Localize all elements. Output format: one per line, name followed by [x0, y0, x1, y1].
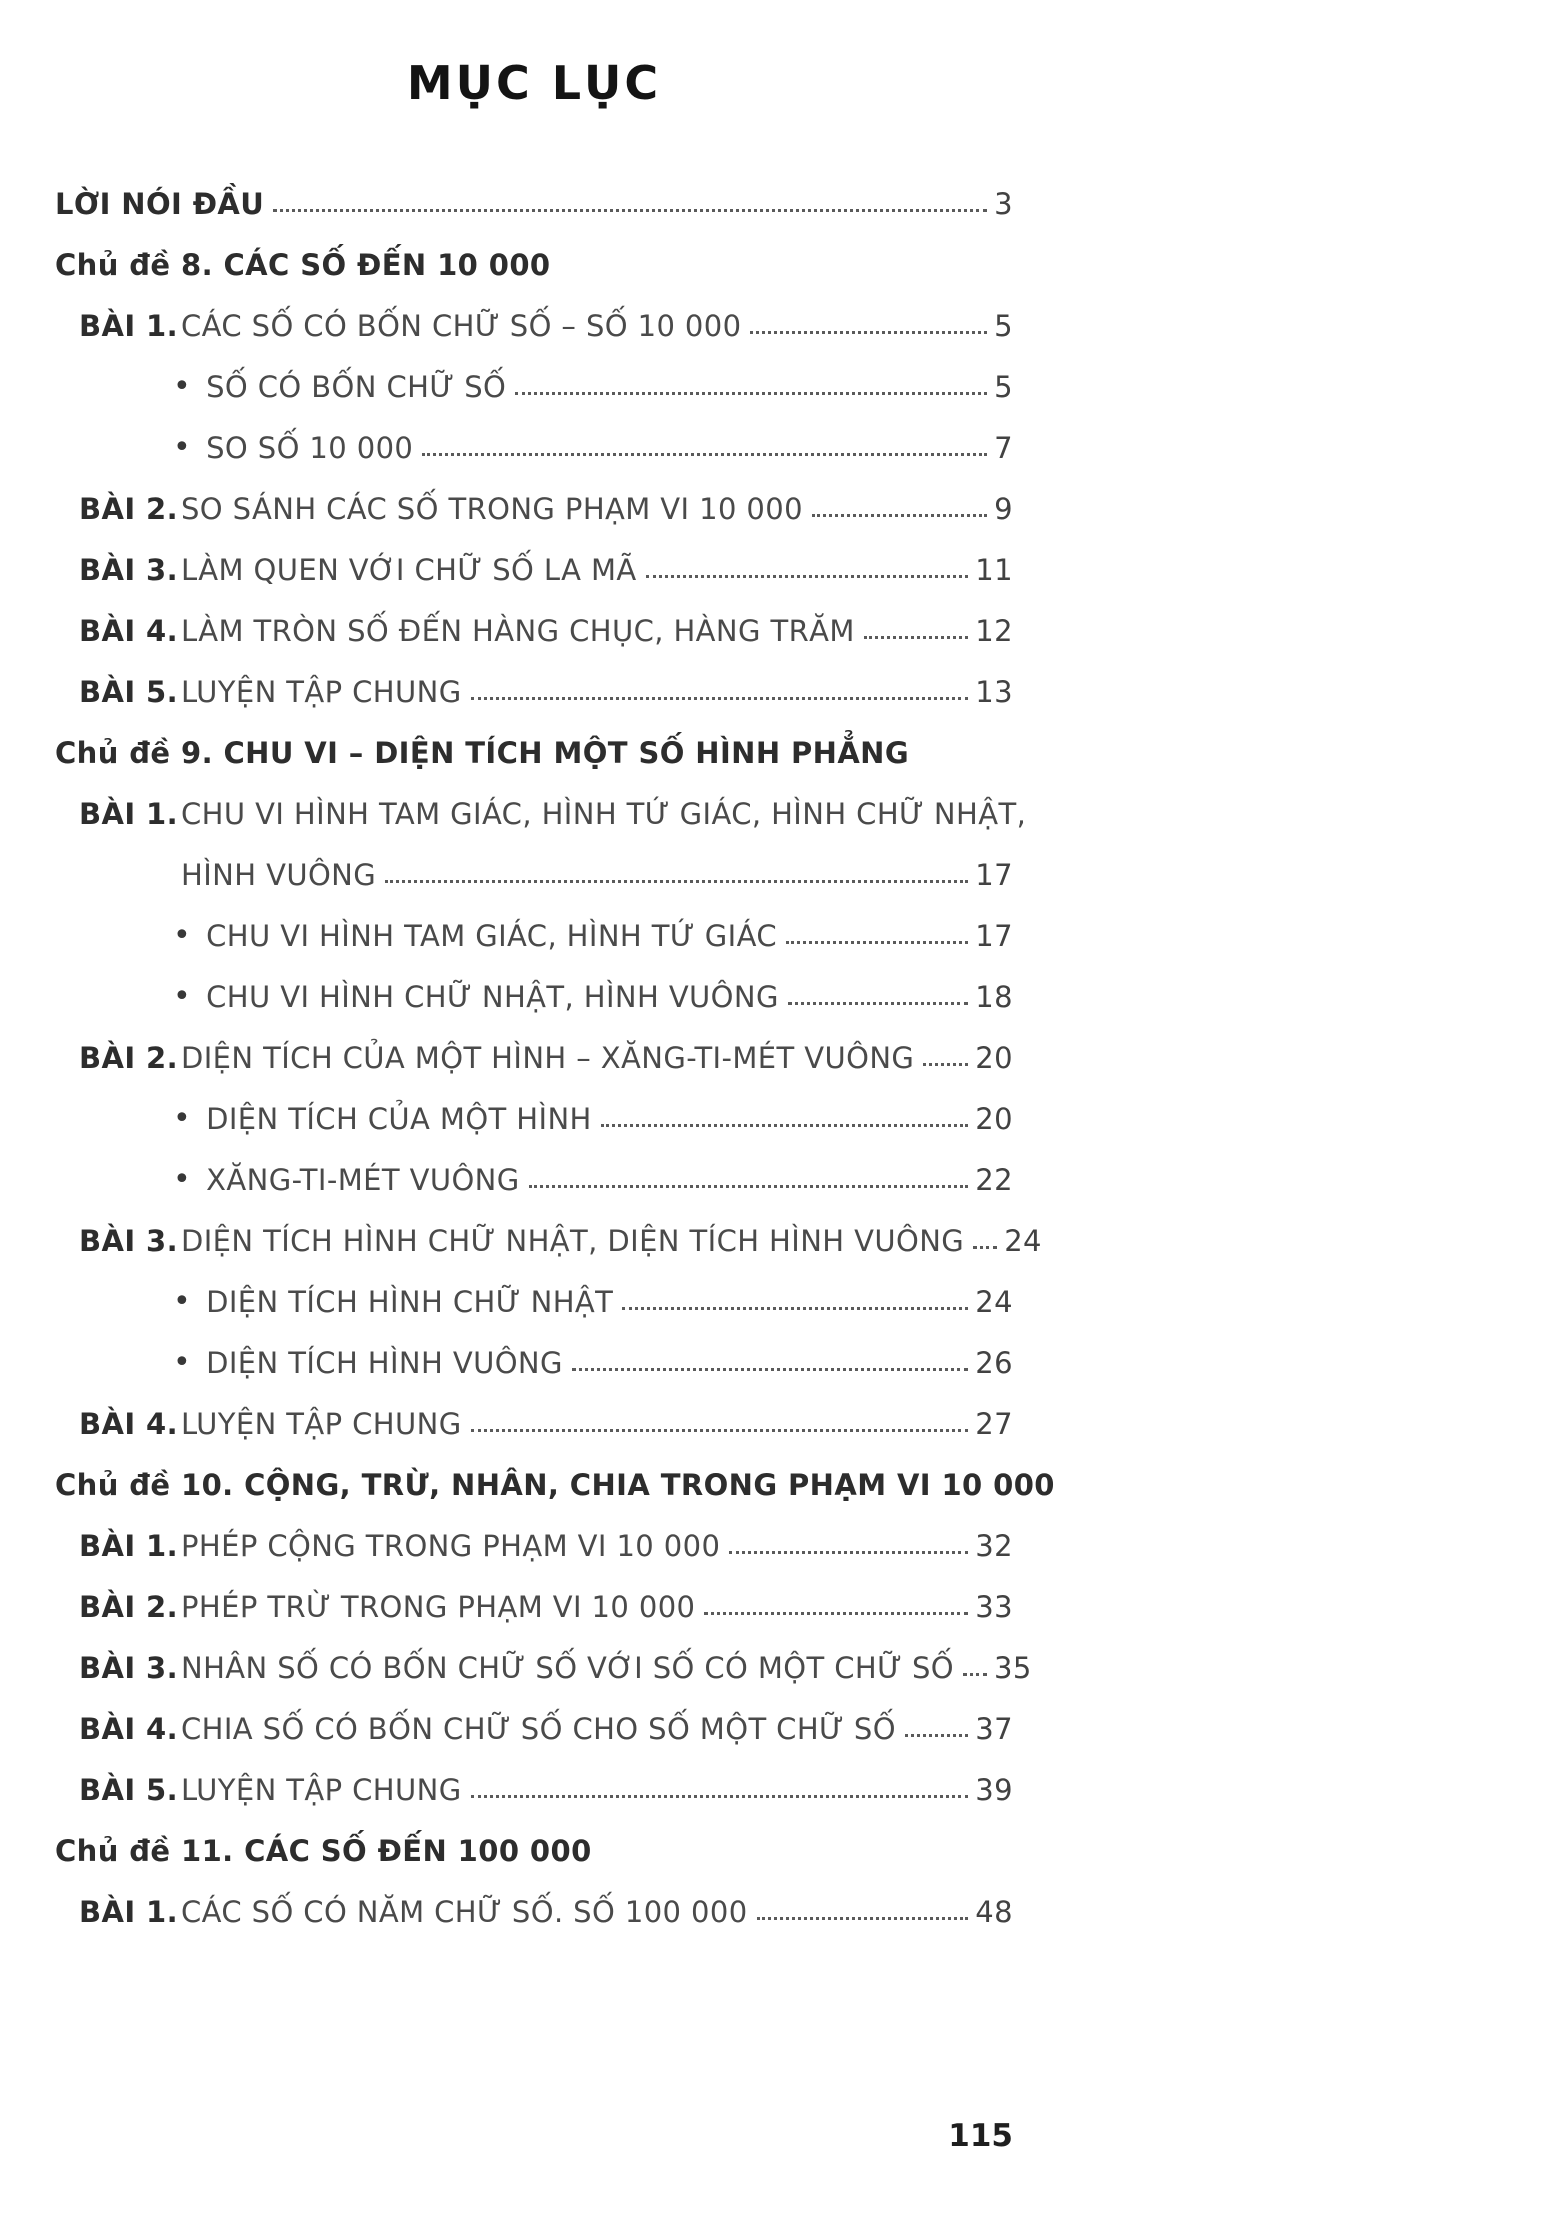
toc-entry	[55, 160, 1013, 221]
entry-page-number: 12	[975, 614, 1013, 648]
bullet-icon: •	[173, 1101, 192, 1136]
dot-leader	[923, 1063, 968, 1066]
toc-entry	[55, 770, 1027, 831]
dot-leader	[471, 1795, 969, 1798]
entry-page-number: 7	[994, 431, 1013, 465]
entry-page-number: 5	[994, 370, 1013, 404]
entry-label: LUYỆN TẬP CHUNG	[181, 675, 462, 709]
entry-prefix: BÀI 5.	[79, 1773, 179, 1807]
dot-leader	[471, 1429, 969, 1432]
entry-prefix: BÀI 3.	[79, 1224, 179, 1258]
dot-leader	[729, 1551, 968, 1554]
bullet-icon: •	[173, 1345, 192, 1380]
entry-page-number: 20	[975, 1102, 1013, 1136]
dot-leader	[601, 1124, 969, 1127]
entry-label: PHÉP TRỪ TRONG PHẠM VI 10 000	[181, 1590, 696, 1624]
entry-page-number: 22	[975, 1163, 1013, 1197]
toc-entry	[55, 587, 1013, 648]
entry-label: LÀM TRÒN SỐ ĐẾN HÀNG CHỤC, HÀNG TRĂM	[181, 614, 855, 648]
entry-prefix: BÀI 4.	[79, 614, 179, 648]
entry-label: CÁC SỐ CÓ BỐN CHỮ SỐ – SỐ 10 000	[181, 309, 742, 343]
bullet-icon: •	[173, 369, 192, 404]
toc-entry	[55, 1746, 1013, 1807]
dot-leader	[786, 941, 968, 944]
dot-leader	[757, 1917, 969, 1920]
entry-page-number: 20	[975, 1041, 1013, 1075]
toc-entry	[55, 1563, 1013, 1624]
toc-entry	[55, 1197, 1042, 1258]
entry-label: DIỆN TÍCH HÌNH CHỮ NHẬT	[206, 1285, 614, 1319]
dot-leader	[273, 209, 987, 212]
entry-page-number: 32	[975, 1529, 1013, 1563]
entry-page-number: 11	[975, 553, 1013, 587]
entry-label: LỜI NÓI ĐẦU	[55, 187, 265, 221]
entry-prefix: BÀI 2.	[79, 492, 179, 526]
entry-label: Chủ đề 11. CÁC SỐ ĐẾN 100 000	[55, 1834, 592, 1868]
bullet-icon: •	[173, 979, 192, 1014]
dot-leader	[864, 636, 968, 639]
entry-page-number: 48	[975, 1895, 1013, 1929]
entry-label: LUYỆN TẬP CHUNG	[181, 1407, 462, 1441]
entry-page-number: 37	[975, 1712, 1013, 1746]
entry-prefix: BÀI 3.	[79, 1651, 179, 1685]
entry-prefix: BÀI 1.	[79, 1895, 179, 1929]
dot-leader	[905, 1734, 968, 1737]
toc-entry	[55, 221, 1013, 282]
toc-entry	[55, 1380, 1013, 1441]
entry-label: SO SÁNH CÁC SỐ TRONG PHẠM VI 10 000	[181, 492, 803, 526]
toc-page-content	[55, 56, 1055, 1929]
toc-entry	[55, 892, 1013, 953]
page-number: 115	[948, 2118, 1013, 2154]
entry-label: CHU VI HÌNH TAM GIÁC, HÌNH TỨ GIÁC	[206, 919, 777, 953]
entry-page-number: 18	[975, 980, 1013, 1014]
dot-leader	[646, 575, 969, 578]
entry-page-number: 33	[975, 1590, 1013, 1624]
toc-entry	[55, 526, 1013, 587]
entry-label: SO SỐ 10 000	[206, 431, 414, 465]
entry-label: NHÂN SỐ CÓ BỐN CHỮ SỐ VỚI SỐ CÓ MỘT CHỮ SỐ	[181, 1651, 955, 1685]
entry-label: DIỆN TÍCH HÌNH VUÔNG	[206, 1346, 563, 1380]
entry-prefix: BÀI 2.	[79, 1041, 179, 1075]
entry-prefix: BÀI 5.	[79, 675, 179, 709]
entry-page-number: 3	[994, 187, 1013, 221]
entry-label: HÌNH VUÔNG	[181, 858, 377, 892]
entry-page-number: 13	[975, 675, 1013, 709]
entry-label: Chủ đề 9. CHU VI – DIỆN TÍCH MỘT SỐ HÌNH PHẲNG	[55, 736, 910, 770]
dot-leader	[515, 392, 987, 395]
entry-prefix: BÀI 4.	[79, 1407, 179, 1441]
toc-list	[55, 160, 1055, 1929]
page-title: MỤC LỤC	[406, 56, 662, 110]
toc-entry	[55, 1441, 1055, 1502]
entry-label: CHIA SỐ CÓ BỐN CHỮ SỐ CHO SỐ MỘT CHỮ SỐ	[181, 1712, 896, 1746]
entry-label: Chủ đề 8. CÁC SỐ ĐẾN 10 000	[55, 248, 551, 282]
toc-entry	[55, 1075, 1013, 1136]
dot-leader	[963, 1673, 987, 1676]
entry-page-number: 17	[975, 858, 1013, 892]
dot-leader	[704, 1612, 968, 1615]
entry-label: Chủ đề 10. CỘNG, TRỪ, NHÂN, CHIA TRONG PHẠM VI 10 000	[55, 1468, 1055, 1502]
dot-leader	[572, 1368, 968, 1371]
entry-label: DIỆN TÍCH CỦA MỘT HÌNH – XĂNG-TI-MÉT VUÔNG	[181, 1041, 915, 1075]
bullet-icon: •	[173, 1162, 192, 1197]
dot-leader	[750, 331, 987, 334]
entry-label: SỐ CÓ BỐN CHỮ SỐ	[206, 370, 507, 404]
dot-leader	[622, 1307, 968, 1310]
entry-label: DIỆN TÍCH HÌNH CHỮ NHẬT, DIỆN TÍCH HÌNH VUÔNG	[181, 1224, 965, 1258]
entry-label: CÁC SỐ CÓ NĂM CHỮ SỐ. SỐ 100 000	[181, 1895, 748, 1929]
toc-entry	[55, 404, 1013, 465]
toc-entry	[55, 648, 1013, 709]
toc-entry	[55, 1136, 1013, 1197]
toc-entry	[55, 709, 1013, 770]
entry-label: LÀM QUEN VỚI CHỮ SỐ LA MÃ	[181, 553, 637, 587]
entry-label: XĂNG-TI-MÉT VUÔNG	[206, 1163, 520, 1197]
entry-page-number: 24	[975, 1285, 1013, 1319]
toc-entry	[55, 465, 1013, 526]
dot-leader	[529, 1185, 969, 1188]
entry-prefix: BÀI 1.	[79, 309, 179, 343]
bullet-icon: •	[173, 430, 192, 465]
entry-label: CHU VI HÌNH TAM GIÁC, HÌNH TỨ GIÁC, HÌNH CHỮ NHẬT,	[181, 797, 1027, 831]
entry-page-number: 9	[994, 492, 1013, 526]
dot-leader	[422, 453, 987, 456]
entry-page-number: 35	[994, 1651, 1032, 1685]
entry-page-number: 39	[975, 1773, 1013, 1807]
entry-page-number: 27	[975, 1407, 1013, 1441]
entry-page-number: 17	[975, 919, 1013, 953]
toc-entry	[55, 1624, 1032, 1685]
entry-label: LUYỆN TẬP CHUNG	[181, 1773, 462, 1807]
dot-leader	[385, 880, 968, 883]
toc-entry	[55, 831, 1013, 892]
toc-entry	[55, 343, 1013, 404]
toc-entry	[55, 1868, 1013, 1929]
entry-prefix: BÀI 3.	[79, 553, 179, 587]
entry-prefix: BÀI 1.	[79, 1529, 179, 1563]
toc-entry	[55, 953, 1013, 1014]
bullet-icon: •	[173, 1284, 192, 1319]
entry-page-number: 26	[975, 1346, 1013, 1380]
entry-prefix: BÀI 1.	[79, 797, 179, 831]
dot-leader	[812, 514, 987, 517]
toc-entry	[55, 1685, 1013, 1746]
bullet-icon: •	[173, 918, 192, 953]
entry-prefix: BÀI 2.	[79, 1590, 179, 1624]
toc-entry	[55, 1258, 1013, 1319]
dot-leader	[788, 1002, 968, 1005]
toc-entry	[55, 1014, 1013, 1075]
entry-page-number: 5	[994, 309, 1013, 343]
dot-leader	[973, 1246, 997, 1249]
entry-label: CHU VI HÌNH CHỮ NHẬT, HÌNH VUÔNG	[206, 980, 779, 1014]
toc-entry	[55, 282, 1013, 343]
entry-label: DIỆN TÍCH CỦA MỘT HÌNH	[206, 1102, 592, 1136]
entry-page-number: 24	[1004, 1224, 1042, 1258]
toc-entry	[55, 1807, 1013, 1868]
toc-entry	[55, 1319, 1013, 1380]
toc-entry	[55, 1502, 1013, 1563]
entry-label: PHÉP CỘNG TRONG PHẠM VI 10 000	[181, 1529, 721, 1563]
dot-leader	[471, 697, 969, 700]
entry-prefix: BÀI 4.	[79, 1712, 179, 1746]
